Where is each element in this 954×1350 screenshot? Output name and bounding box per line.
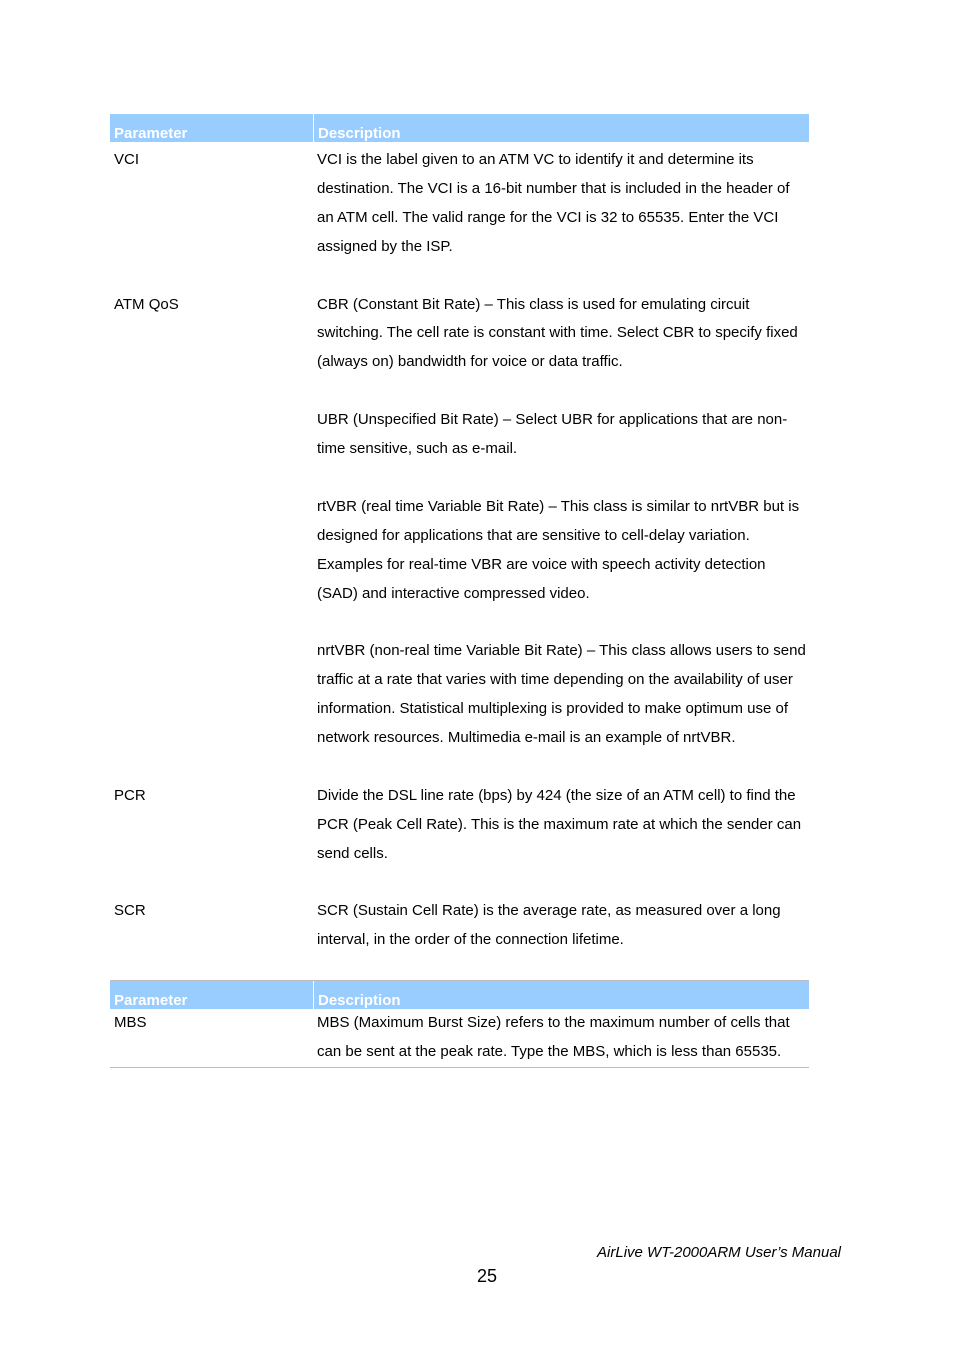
table-header [110,114,809,142]
header-description: Description [318,125,401,142]
table-row-mbs [110,1009,809,1067]
parameter-table-continued [110,980,809,1068]
parameter-name: MBS [114,1014,147,1031]
description-paragraph: rtVBR (real time Variable Bit Rate) – This class is similar to nrtVBR but is designed for applications that are sensitive to cell-delay variation. Examples for real-time VBR are voice with speech activity detection (SAD) and interactive compressed video. [317,497,800,602]
page-number: 25 [476,1266,498,1286]
parameter-table [110,114,809,955]
table-row-vci [110,142,809,262]
parameter-description [313,782,810,869]
description-paragraph: UBR (Unspecified Bit Rate) – Select UBR for applications that are non-time sensitive, such as e-mail. [317,411,788,458]
parameter-name: PCR [114,786,146,804]
header-description: Description [318,992,401,1009]
parameter-description [313,146,810,262]
parameter-description [313,291,810,753]
parameter-name: VCI [114,151,140,168]
table-row-pcr [110,782,809,869]
description-paragraph: Divide the DSL line rate (bps) by 424 (the size of an ATM cell) to find the PCR (Peak Cell Rate). This is the maximum rate at which the sender can send cells. [317,786,802,862]
description-paragraph: SCR (Sustain Cell Rate) is the average rate, as measured over a long interval, in the order of the connection lifetime. [317,902,781,949]
parameter-name: ATM QoS [114,295,179,313]
table-row-atm-qos [110,291,809,753]
manual-title: AirLive WT-2000ARM User’s Manual [597,1244,841,1261]
parameter-name: SCR [114,902,146,920]
parameter-description [313,1009,810,1067]
header-parameter: Parameter [114,125,188,142]
description-paragraph: CBR (Constant Bit Rate) – This class is used for emulating circuit switching. The cell rate is constant with time. Select CBR to specify fixed (always on) bandwidth for voice or data traffic. [317,295,798,371]
table-row-scr [110,897,809,955]
table-header [110,981,809,1009]
description-paragraph: nrtVBR (non-real time Variable Bit Rate) – This class allows users to send traffic at a rate that varies with time depending on the availability of user information. Statistical multiplexing is provided to make optimum use of network resources. Multimedia e-mail is an example of nrtVBR. [317,642,806,747]
parameter-description [313,897,810,955]
header-parameter: Parameter [114,992,188,1009]
description-paragraph: MBS (Maximum Burst Size) refers to the maximum number of cells that can be sent at the peak rate. Type the MBS, which is less than 65535. [317,1014,790,1060]
description-paragraph: VCI is the label given to an ATM VC to identify it and determine its destination. The VCI is a 16-bit number that is included in the header of an ATM cell. The valid range for the VCI is 32 to 65535. Enter the VCI assigned by the ISP. [317,151,790,255]
